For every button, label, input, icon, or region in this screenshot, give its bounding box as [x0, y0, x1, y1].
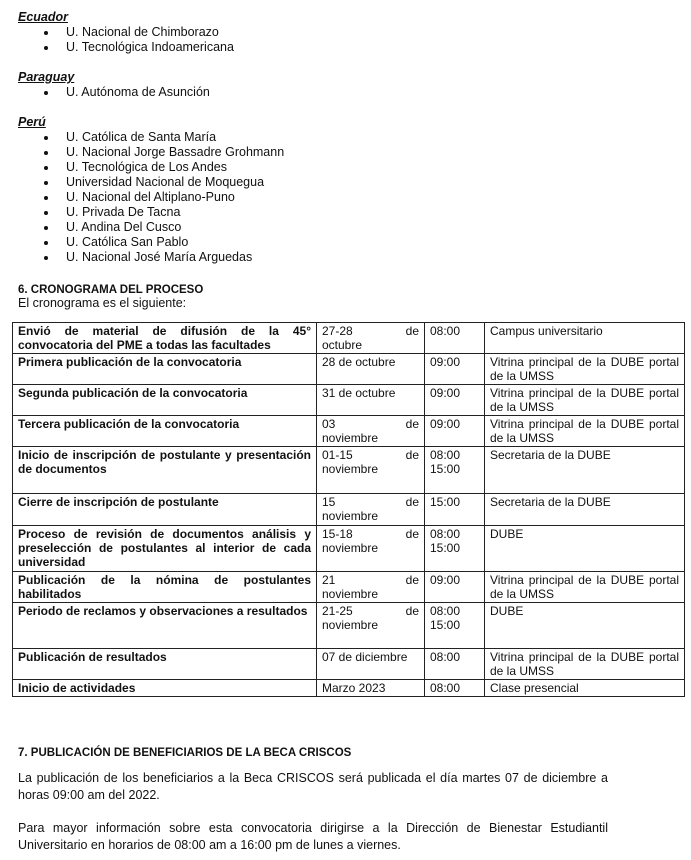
activity-cell: Proceso de revisión de documentos análisis y preselección de postulantes al interior de cada universidad: [13, 526, 317, 572]
activity-cell: Periodo de reclamos y observaciones a resultados: [13, 603, 317, 649]
table-row: [13, 649, 685, 680]
time-cell: [425, 385, 485, 416]
time-value: 08:00: [430, 681, 461, 695]
time-value: 08:00: [430, 448, 461, 462]
time-cell: [425, 354, 485, 385]
list-item: U. Nacional Jorge Bassadre Grohmann: [44, 145, 284, 160]
date-line: [322, 495, 419, 509]
date-text: 28 de octubre: [322, 355, 396, 369]
time-cell: [425, 572, 485, 603]
country-paraguay: [18, 70, 210, 100]
time-value: 15:00: [430, 541, 461, 555]
time-value: 08:00: [430, 650, 461, 664]
date-cell: [317, 526, 425, 572]
list-item: U. Tecnológica Indoamericana: [44, 40, 234, 55]
date-cell: [317, 680, 425, 697]
activity-cell: Publicación de la nómina de postulantes habilitados: [13, 572, 317, 603]
university-list: [44, 130, 284, 265]
list-item: Universidad Nacional de Moquegua: [44, 175, 284, 190]
date-day: 21: [322, 573, 336, 587]
date-preposition: de: [405, 527, 419, 541]
time-cell: [425, 603, 485, 649]
time-cell: [425, 494, 485, 526]
date-cell: [317, 649, 425, 680]
activity-cell: Cierre de inscripción de postulante: [13, 494, 317, 526]
date-preposition: de: [405, 573, 419, 587]
date-cell: [317, 494, 425, 526]
date-month: noviembre: [322, 541, 379, 555]
place-cell: Secretaria de la DUBE: [485, 494, 685, 526]
activity-cell: Publicación de resultados: [13, 649, 317, 680]
list-item: U. Nacional del Altiplano-Puno: [44, 190, 284, 205]
time-value: 09:00: [430, 386, 461, 400]
place-cell: DUBE: [485, 603, 685, 649]
time-value: 08:00: [430, 527, 461, 541]
country-ecuador: [18, 10, 234, 55]
time-cell: [425, 526, 485, 572]
date-cell: [317, 323, 425, 354]
place-cell: Vitrina principal de la DUBE portal de la UMSS: [485, 385, 685, 416]
list-item: U. Nacional José María Arguedas: [44, 250, 284, 265]
date-cell: [317, 572, 425, 603]
table-row: [13, 680, 685, 697]
date-cell: [317, 354, 425, 385]
table-row: [13, 526, 685, 572]
place-cell: Clase presencial: [485, 680, 685, 697]
place-cell: Secretaria de la DUBE: [485, 447, 685, 494]
time-value: 09:00: [430, 355, 461, 369]
time-value: 15:00: [430, 495, 461, 509]
table-row: [13, 385, 685, 416]
list-item: U. Autónoma de Asunción: [44, 85, 210, 100]
list-item: U. Tecnológica de Los Andes: [44, 160, 284, 175]
section-6-intro: El cronograma es el siguiente:: [18, 296, 187, 310]
table-row: [13, 354, 685, 385]
time-value: 09:00: [430, 573, 461, 587]
date-line: [322, 324, 419, 338]
list-item: U. Privada De Tacna: [44, 205, 284, 220]
date-cell: [317, 416, 425, 447]
activity-cell: Inicio de actividades: [13, 680, 317, 697]
activity-cell: Envió de material de difusión de la 45° convocatoria del PME a todas las facultades: [13, 323, 317, 354]
table-row: [13, 494, 685, 526]
date-text: Marzo 2023: [322, 681, 386, 695]
date-day: 03: [322, 417, 336, 431]
place-cell: Vitrina principal de la DUBE portal de la UMSS: [485, 354, 685, 385]
table-row: [13, 447, 685, 494]
time-value: 15:00: [430, 618, 461, 632]
date-preposition: de: [405, 417, 419, 431]
date-preposition: de: [405, 324, 419, 338]
schedule-table: [12, 322, 685, 697]
date-month: octubre: [322, 338, 363, 352]
date-month: noviembre: [322, 587, 379, 601]
university-list: [44, 85, 210, 100]
table-row: [13, 416, 685, 447]
date-month: noviembre: [322, 618, 379, 632]
schedule-table-body: [13, 323, 685, 697]
date-day: 01-15: [322, 448, 353, 462]
country-title: Paraguay: [18, 70, 75, 84]
date-line: [322, 604, 419, 618]
country-title: Ecuador: [18, 10, 69, 24]
place-cell: Campus universitario: [485, 323, 685, 354]
date-month: noviembre: [322, 431, 379, 445]
university-list: [44, 25, 234, 55]
place-cell: DUBE: [485, 526, 685, 572]
time-value: 15:00: [430, 462, 461, 476]
time-value: 08:00: [430, 324, 461, 338]
country-title: Perú: [18, 115, 46, 129]
table-row: [13, 603, 685, 649]
place-cell: Vitrina principal de la DUBE portal de la UMSS: [485, 649, 685, 680]
list-item: U. Nacional de Chimborazo: [44, 25, 234, 40]
time-value: 09:00: [430, 417, 461, 431]
date-preposition: de: [405, 604, 419, 618]
place-cell: Vitrina principal de la DUBE portal de la UMSS: [485, 572, 685, 603]
date-day: 15: [322, 495, 336, 509]
time-value: 08:00: [430, 604, 461, 618]
contact-paragraph: Para mayor información sobre esta convocatoria dirigirse a la Dirección de Bienestar Estudiantil Universitario en horarios de 08:00 am a 16:00 pm de lunes a viernes.: [18, 821, 608, 852]
time-cell: [425, 323, 485, 354]
date-line: [322, 527, 419, 541]
date-cell: [317, 603, 425, 649]
list-item: U. Católica San Pablo: [44, 235, 284, 250]
beneficiaries-paragraph: La publicación de los beneficiarios a la Beca CRISCOS será publicada el día martes 07 de diciembre a horas 09:00 am del 2022.: [18, 771, 608, 802]
activity-cell: Segunda publicación de la convocatoria: [13, 385, 317, 416]
date-month: noviembre: [322, 509, 379, 523]
list-item: U. Católica de Santa María: [44, 130, 284, 145]
date-text: 31 de octubre: [322, 386, 396, 400]
time-cell: [425, 680, 485, 697]
activity-cell: Tercera publicación de la convocatoria: [13, 416, 317, 447]
date-line: [322, 448, 419, 462]
table-row: [13, 572, 685, 603]
date-text: 07 de diciembre: [322, 650, 408, 664]
table-row: [13, 323, 685, 354]
activity-cell: Primera publicación de la convocatoria: [13, 354, 317, 385]
date-preposition: de: [405, 495, 419, 509]
country-peru: [18, 115, 284, 265]
date-line: [322, 573, 419, 587]
section-7-heading: 7. PUBLICACIÓN DE BENEFICIARIOS DE LA BECA CRISCOS: [18, 747, 352, 759]
list-item: U. Andina Del Cusco: [44, 220, 284, 235]
place-cell: Vitrina principal de la DUBE portal de la UMSS: [485, 416, 685, 447]
date-preposition: de: [405, 448, 419, 462]
section-6-heading: 6. CRONOGRAMA DEL PROCESO: [18, 284, 204, 296]
date-day: 15-18: [322, 527, 353, 541]
time-cell: [425, 649, 485, 680]
date-day: 27-28: [322, 324, 353, 338]
date-month: noviembre: [322, 462, 379, 476]
time-cell: [425, 447, 485, 494]
date-day: 21-25: [322, 604, 353, 618]
date-cell: [317, 447, 425, 494]
date-line: [322, 417, 419, 431]
date-cell: [317, 385, 425, 416]
activity-cell: Inicio de inscripción de postulante y presentación de documentos: [13, 447, 317, 494]
time-cell: [425, 416, 485, 447]
